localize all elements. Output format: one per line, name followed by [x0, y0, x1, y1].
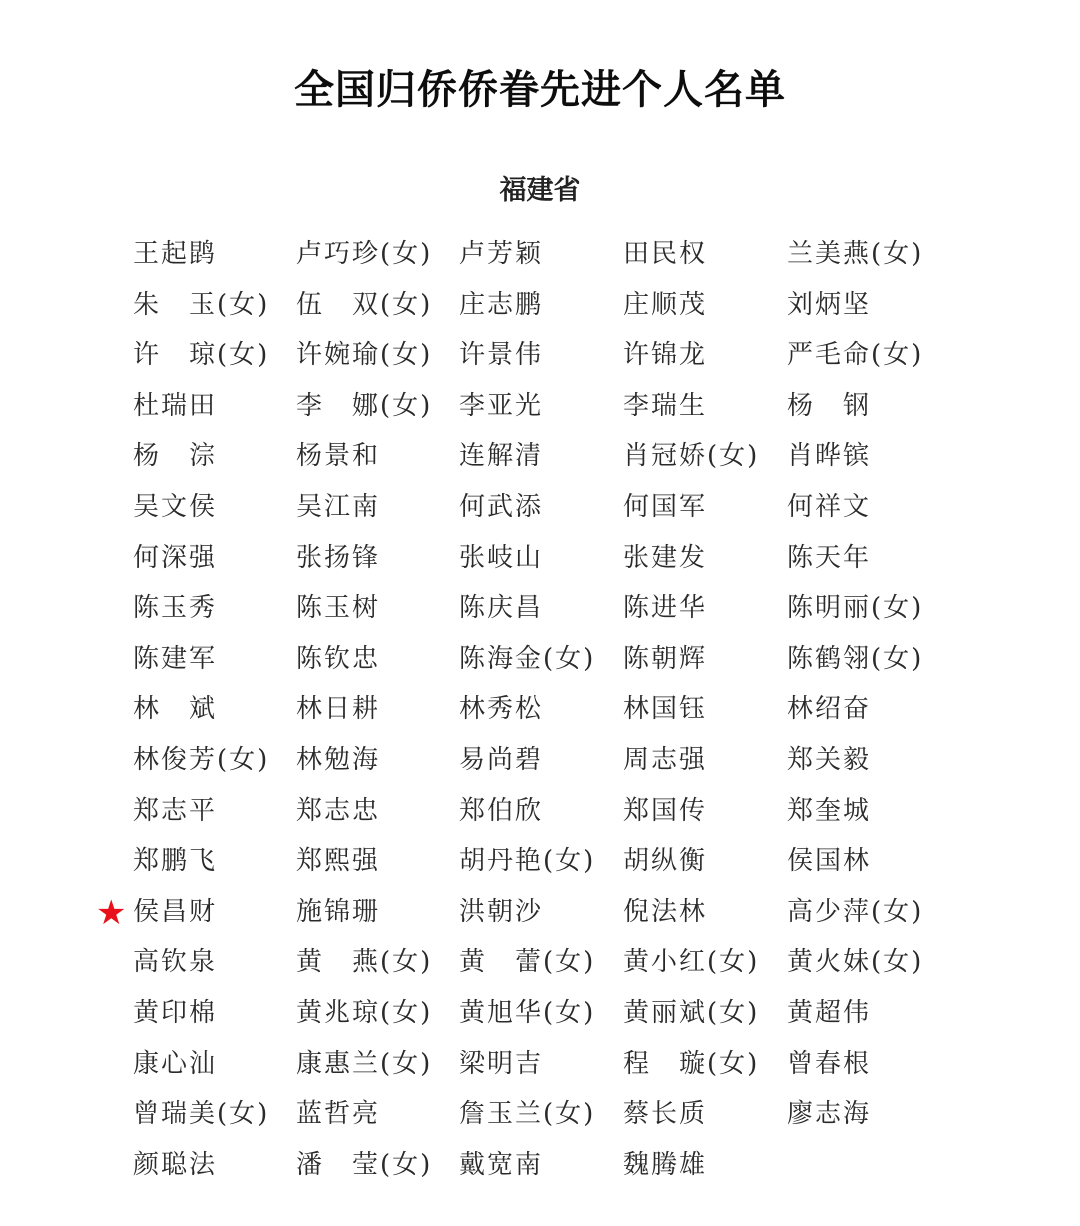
name-entry: 伍 双(女) — [296, 289, 433, 320]
name-entry: 黄 燕(女) — [296, 947, 433, 978]
name-entry: 林俊芳(女) — [133, 744, 270, 775]
name-entry: 颜聪法 — [133, 1149, 218, 1180]
name-entry: 林勉海 — [296, 744, 381, 775]
name-entry: 许婉瑜(女) — [296, 340, 433, 371]
name-entry: 施锦珊 — [296, 896, 381, 927]
name-entry: 许景伟 — [459, 340, 544, 371]
name-list-grid — [133, 232, 947, 1193]
name-entry: 高少萍(女) — [787, 896, 924, 927]
name-entry: 何国军 — [623, 491, 708, 522]
name-entry: 侯昌财 — [133, 896, 218, 927]
name-entry: 陈玉秀 — [133, 593, 218, 624]
name-entry: 胡纵衡 — [623, 846, 708, 877]
name-entry: 黄火妹(女) — [787, 947, 924, 978]
name-entry: 廖志海 — [787, 1099, 872, 1130]
name-entry: 王起鹍 — [133, 239, 218, 269]
name-entry: 许 琼(女) — [133, 340, 270, 371]
name-entry: 吴文侯 — [133, 491, 218, 522]
name-entry: 田民权 — [623, 239, 708, 269]
name-entry: 张建发 — [623, 542, 708, 573]
name-entry: 刘炳坚 — [787, 289, 872, 320]
name-entry: 洪朝沙 — [459, 896, 544, 927]
name-entry: 曾瑞美(女) — [133, 1099, 270, 1130]
name-entry: 严毛命(女) — [787, 340, 924, 371]
name-entry: 何祥文 — [787, 491, 872, 522]
name-entry: 陈进华 — [623, 593, 708, 624]
name-entry: 侯国林 — [787, 846, 872, 877]
name-entry: 黄丽斌(女) — [623, 997, 760, 1028]
name-entry: 陈玉树 — [296, 593, 381, 624]
name-entry: 黄超伟 — [787, 997, 872, 1028]
name-entry: 陈鹤翎(女) — [787, 643, 924, 674]
name-entry: 连解清 — [459, 441, 544, 472]
name-entry: 倪法林 — [623, 896, 708, 927]
name-entry: 陈海金(女) — [459, 643, 596, 674]
name-entry: 卢芳颖 — [459, 239, 544, 269]
name-entry: 詹玉兰(女) — [459, 1099, 596, 1130]
name-entry: 许锦龙 — [623, 340, 708, 371]
name-entry: 兰美燕(女) — [787, 239, 924, 269]
name-entry: 郑关毅 — [787, 744, 872, 775]
name-entry: 陈明丽(女) — [787, 593, 924, 624]
name-entry: 林秀松 — [459, 694, 544, 725]
name-entry: 郑熙强 — [296, 846, 381, 877]
name-entry: 郑伯欣 — [459, 795, 544, 826]
name-entry: 何深强 — [133, 542, 218, 573]
name-entry: 陈朝辉 — [623, 643, 708, 674]
red-star-marker-icon: ★ — [96, 893, 127, 933]
name-entry: 黄小红(女) — [623, 947, 760, 978]
name-entry: 朱 玉(女) — [133, 289, 270, 320]
name-entry: 戴宽南 — [459, 1149, 544, 1180]
name-entry: 肖晔镔 — [787, 441, 872, 472]
name-entry: 郑国传 — [623, 795, 708, 826]
name-entry: 魏腾雄 — [623, 1149, 708, 1180]
name-entry: 郑志忠 — [296, 795, 381, 826]
name-entry: 易尚碧 — [459, 744, 544, 775]
name-entry: 康心汕 — [133, 1048, 218, 1079]
name-entry: 何武添 — [459, 491, 544, 522]
name-entry: 郑志平 — [133, 795, 218, 826]
name-entry: 陈建军 — [133, 643, 218, 674]
name-entry: 杨 钢 — [787, 390, 872, 421]
name-entry: 郑奎城 — [787, 795, 872, 826]
document-title: 全国归侨侨眷先进个人名单 — [294, 67, 786, 113]
province-heading: 福建省 — [499, 175, 581, 206]
name-entry: 卢巧珍(女) — [296, 239, 433, 269]
name-entry: 陈钦忠 — [296, 643, 381, 674]
name-entry: 杨 淙 — [133, 441, 218, 472]
name-entry: 蓝哲亮 — [296, 1099, 381, 1130]
name-entry: 高钦泉 — [133, 947, 218, 978]
name-entry: 康惠兰(女) — [296, 1048, 433, 1079]
name-entry: 郑鹏飞 — [133, 846, 218, 877]
name-entry: 陈天年 — [787, 542, 872, 573]
name-entry: 黄兆琼(女) — [296, 997, 433, 1028]
name-entry: 周志强 — [623, 744, 708, 775]
name-entry: 胡丹艳(女) — [459, 846, 596, 877]
name-entry: 庄顺茂 — [623, 289, 708, 320]
name-entry: 张扬锋 — [296, 542, 381, 573]
name-entry: 林 斌 — [133, 694, 218, 725]
name-entry: 曾春根 — [787, 1048, 872, 1079]
name-entry: 肖冠娇(女) — [623, 441, 760, 472]
name-entry: 黄 蕾(女) — [459, 947, 596, 978]
name-entry: 蔡长质 — [623, 1099, 708, 1130]
name-entry — [787, 1143, 947, 1194]
name-entry: 程 璇(女) — [623, 1048, 760, 1079]
name-entry: 杜瑞田 — [133, 390, 218, 421]
name-entry: 吴江南 — [296, 491, 381, 522]
name-entry: 林日耕 — [296, 694, 381, 725]
name-entry: 黄旭华(女) — [459, 997, 596, 1028]
name-entry: 林国钰 — [623, 694, 708, 725]
name-entry: 李瑞生 — [623, 390, 708, 421]
name-entry: 李 娜(女) — [296, 390, 433, 421]
name-entry: 潘 莹(女) — [296, 1149, 433, 1180]
name-entry: 张岐山 — [459, 542, 544, 573]
name-entry: 李亚光 — [459, 390, 544, 421]
name-entry: 杨景和 — [296, 441, 381, 472]
name-entry: 林绍奋 — [787, 694, 872, 725]
name-entry: 黄印棉 — [133, 997, 218, 1028]
name-entry: 庄志鹏 — [459, 289, 544, 320]
name-entry: 陈庆昌 — [459, 593, 544, 624]
name-entry: 梁明吉 — [459, 1048, 544, 1079]
